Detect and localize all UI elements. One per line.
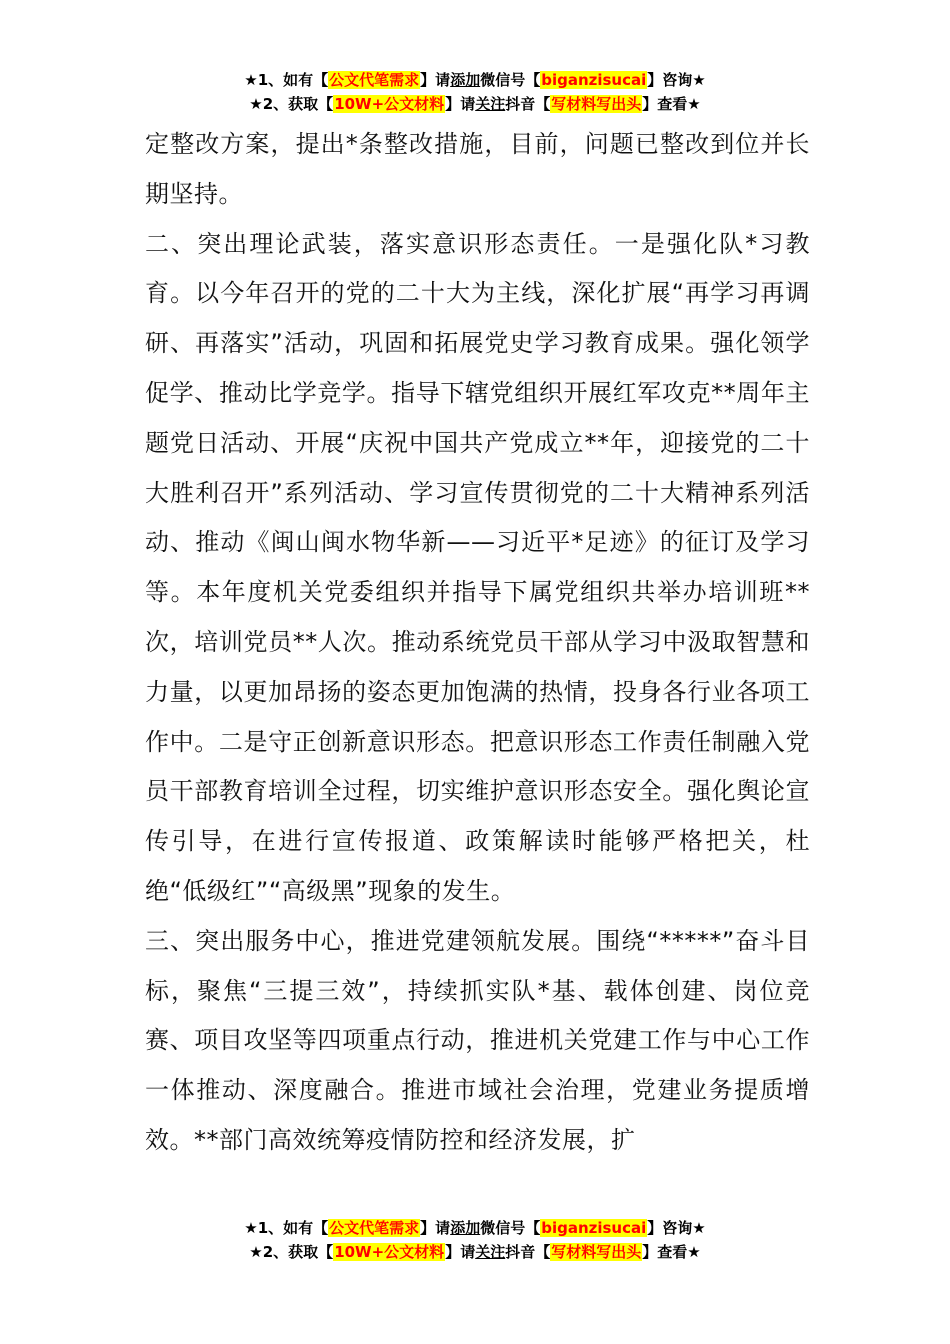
footer-banner — [0, 1216, 950, 1264]
banner-text: 微信号【 — [480, 1219, 541, 1237]
banner-text: ★1、如有【 — [244, 71, 329, 89]
underlined-follow: 关注 — [475, 1243, 506, 1261]
banner-text: 】请 — [445, 1243, 476, 1261]
document-body — [145, 120, 810, 1166]
paragraph-continuation: 定整改方案，提出*条整改措施，目前，问题已整改到位并长期坚持。 — [145, 130, 810, 208]
underlined-add: 添加 — [450, 1219, 481, 1237]
banner-text: 抖音【 — [505, 1243, 551, 1261]
highlight-service: 公文代笔需求 — [329, 71, 420, 89]
highlight-materials: 10W+公文材料 — [334, 95, 445, 113]
underlined-follow: 关注 — [475, 95, 506, 113]
highlight-service: 公文代笔需求 — [329, 1219, 420, 1237]
banner-text: 】查看★ — [642, 1243, 701, 1261]
banner-line-2 — [0, 1240, 950, 1264]
banner-text: 】咨询★ — [647, 71, 706, 89]
highlight-douyin-account: 写材料写出头 — [551, 1243, 642, 1261]
banner-text: 】查看★ — [642, 95, 701, 113]
banner-text: ★2、获取【 — [249, 1243, 334, 1261]
banner-text: 抖音【 — [505, 95, 551, 113]
banner-line-1 — [0, 1216, 950, 1240]
banner-text: 】请 — [420, 1219, 451, 1237]
banner-text: ★2、获取【 — [249, 95, 334, 113]
paragraph-section-three: 三、突出服务中心，推进党建领航发展。围绕“*****”奋斗目标，聚焦“三提三效”，持续抓实队*基、载体创建、岗位竞赛、项目攻坚等四项重点行动，推进机关党建工作与中心工作一体推动、深度融合。推进市域社会治理，党建业务提质增效。**部门高效统筹疫情防控和经济发展，扩 — [145, 926, 810, 1154]
banner-text: 微信号【 — [480, 71, 541, 89]
highlight-wechat-id: biganzisucai — [541, 71, 647, 89]
highlight-wechat-id: biganzisucai — [541, 1219, 647, 1237]
header-banner — [0, 68, 950, 116]
banner-line-1 — [0, 68, 950, 92]
underlined-add: 添加 — [450, 71, 481, 89]
banner-text: 】咨询★ — [647, 1219, 706, 1237]
banner-text: 】请 — [445, 95, 476, 113]
highlight-douyin-account: 写材料写出头 — [551, 95, 642, 113]
banner-text: ★1、如有【 — [244, 1219, 329, 1237]
banner-text: 】请 — [420, 71, 451, 89]
paragraph-section-two: 二、突出理论武装，落实意识形态责任。一是强化队*习教育。以今年召开的党的二十大为主线，深化扩展“再学习再调研、再落实”活动，巩固和拓展党史学习教育成果。强化领学促学、推动比学竞学。指导下辖党组织开展红军攻克**周年主题党日活动、开展“庆祝中国共产党成立**年，迎接党的二十大胜利召开”系列活动、学习宣传贯彻党的二十大精神系列活动、推动《闽山闽水物华新——习近平*足迹》的征订及学习等。本年度机关党委组织并指导下属党组织共举办培训班**次，培训党员**人次。推动系统党员干部从学习中汲取智慧和力量，以更加昂扬的姿态更加饱满的热情，投身各行业各项工作中。二是守正创新意识形态。把意识形态工作责任制融入党员干部教育培训全过程，切实维护意识形态安全。强化舆论宣传引导，在进行宣传报道、政策解读时能够严格把关，杜绝“低级红”“高级黑”现象的发生。 — [145, 229, 810, 905]
highlight-materials: 10W+公文材料 — [334, 1243, 445, 1261]
banner-line-2 — [0, 92, 950, 116]
